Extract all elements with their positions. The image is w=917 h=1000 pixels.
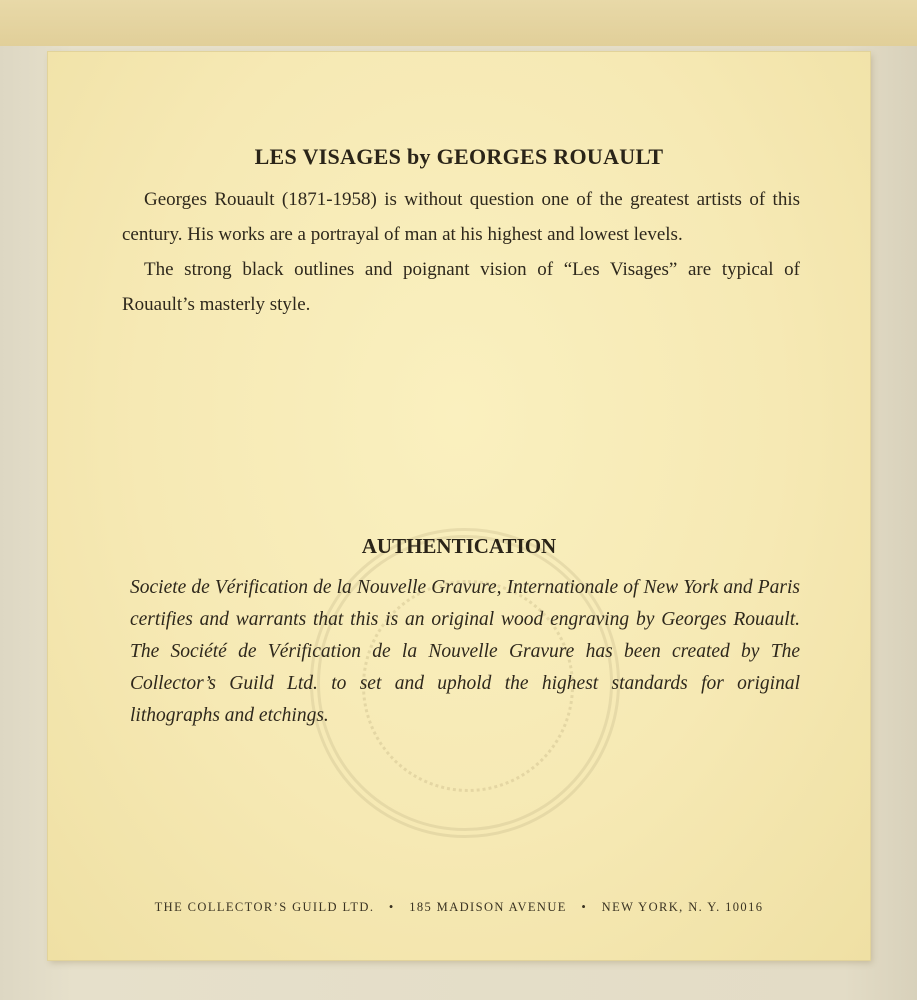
- intro-paragraph: The strong black outlines and poignant vision of “Les Visages” are typical of Rouault’s masterly style.: [122, 259, 800, 315]
- footer-address: [48, 900, 870, 915]
- authentication-text: Societe de Vérification de la Nouvelle Gravure, Internationale of New York and Paris certifies and warrants that this is an original wood engraving by Georges Rouault. The Société de Vérification de la Nouvelle Gravure has been created by The Collector’s Guild Ltd. to set and uphold the highest standards for original lithographs and etchings.: [130, 577, 800, 726]
- authentication-heading: AUTHENTICATION: [361, 534, 557, 558]
- intro-text: [122, 182, 800, 322]
- certificate-sheet: [48, 52, 870, 960]
- footer-city: NEW YORK, N. Y. 10016: [601, 900, 764, 914]
- footer-separator: •: [388, 900, 395, 914]
- document-title: LES VISAGES by GEORGES ROUAULT: [254, 144, 664, 169]
- intro-paragraph: Georges Rouault (1871-1958) is without question one of the greatest artists of this century. His works are a portrayal of man at his highest and lowest levels.: [122, 189, 800, 245]
- footer-company: THE COLLECTOR’S GUILD LTD.: [154, 900, 375, 914]
- footer-street: 185 MADISON AVENUE: [409, 900, 567, 914]
- top-mat-strip: [0, 0, 917, 47]
- footer-separator: •: [581, 900, 588, 914]
